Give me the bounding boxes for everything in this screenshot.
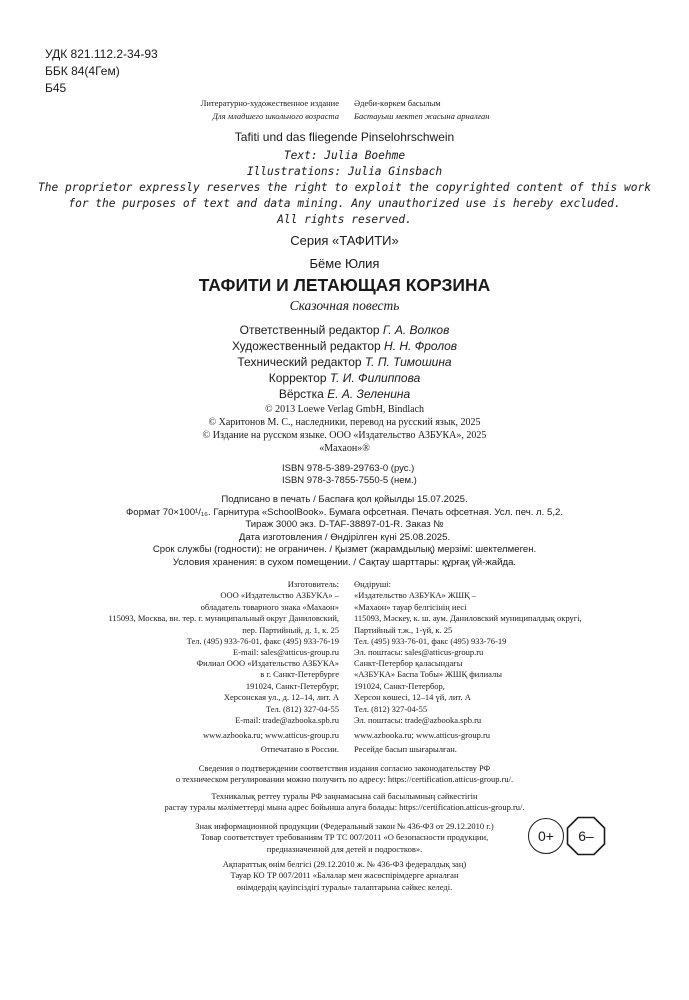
- websites-ru: [0, 730, 339, 741]
- credit-line: Text: Julia Boehme: [283, 149, 406, 162]
- age-rating-octagon-icon: [566, 816, 606, 856]
- staff-row: [0, 386, 689, 402]
- branch-line: E-mail: trade@azbooka.spb.ru: [235, 714, 339, 725]
- website-line: www.azbooka.ru; www.atticus-group.ru: [202, 730, 339, 740]
- series-name: Серия «ТАФИТИ»: [290, 233, 399, 248]
- publisher-line: Тел. (495) 933-76-01, факс (495) 933-76-19: [354, 635, 507, 646]
- publisher-line: Тел. (495) 933-76-01, факс (495) 933-76-19: [186, 635, 339, 646]
- isbn-ru: ISBN 978-5-389-29763-0 (рус.): [282, 463, 415, 474]
- cert-line: растау туралы мәліметтерді мына адрес бойынша алуға болады: https://certification.atticus-group.ru/.: [164, 802, 525, 813]
- author-name: Бёме Юлия: [309, 256, 380, 271]
- bbk-code: ББК 84(4Гем): [45, 64, 120, 78]
- genre-kz: [354, 97, 489, 123]
- print-line: Дата изготовления / Өндірілген күні 25.08.2025.: [238, 531, 451, 543]
- copyright-line: © Харитонов М. С., наследники, перевод на русский язык, 2025: [208, 417, 481, 428]
- branch-line: Херсонская ул., д. 12–14, лит. А: [223, 692, 339, 703]
- staff-name: Г. А. Волков: [382, 323, 450, 337]
- publisher-kz: [354, 579, 582, 659]
- print-line: Срок службы (годности): не ограничен. / Қызмет (жарамдылық) мерзімі: шектелмеген.: [152, 544, 537, 556]
- publisher-line: обладатель товарного знака «Махаон»: [200, 601, 339, 612]
- age-rating-circle-label: 0+: [538, 828, 554, 844]
- staff-name: Т. П. Тимошина: [364, 355, 452, 369]
- publisher-line: «Махаон» тауар белгісінің иесі: [354, 601, 467, 612]
- udk-code: УДК 821.112.2-34-93: [45, 47, 158, 61]
- staff-row: [0, 370, 689, 386]
- staff-name: Н. Н. Фролов: [384, 339, 458, 353]
- branch-line: «АЗБУКА» Баспа Тобы» ЖШҚ филиалы: [354, 669, 502, 680]
- isbn-block: [282, 463, 417, 487]
- branch-line: в г. Санкт-Петербурге: [260, 669, 339, 680]
- branch-line: Тел. (812) 327-04-55: [265, 703, 339, 714]
- copyright-block: [0, 403, 689, 455]
- sign-line: өнімдердің қауіпсіздігі туралы» талаптарына сәйкес келеді.: [236, 881, 453, 892]
- branch-line: Тел. (812) 327-04-55: [354, 703, 428, 714]
- websites-kz: [354, 730, 490, 741]
- staff-role: Вёрстка: [278, 387, 324, 401]
- genre-ru: [0, 97, 339, 123]
- certification-ru: [0, 763, 689, 786]
- staff-row: [0, 322, 689, 338]
- branch-line: Эл. поштасы: trade@azbooka.spb.ru: [354, 714, 482, 725]
- publisher-line: пер. Партийный, д. 1, к. 25: [242, 624, 339, 635]
- staff-role: Технический редактор: [237, 355, 362, 369]
- publisher-line: Өндіруші:: [354, 579, 392, 589]
- cert-line: Сведения о подтверждении соответствия издания согласно законодательству РФ: [198, 763, 491, 773]
- editorial-staff: [0, 322, 689, 402]
- print-line: Формат 70×100¹/₁₆. Гарнитура «SchoolBook». Бумага офсетная. Печать офсетная. Усл. печ. л. 5,2.: [126, 506, 563, 518]
- printed-line: Отпечатано в России.: [260, 744, 339, 754]
- publisher-line: Изготовитель:: [287, 579, 339, 589]
- staff-row: [0, 338, 689, 354]
- credit-line: All rights reserved.: [277, 213, 412, 226]
- author-mark: Б45: [45, 81, 67, 95]
- staff-role: Художественный редактор: [231, 339, 381, 353]
- branch-line: 191024, Санкт-Петербург,: [245, 680, 339, 691]
- staff-role: Корректор: [268, 371, 327, 385]
- publisher-line: Партийный т.ж., 1-үй, к. 25: [354, 624, 453, 635]
- publisher-line: 115093, Мәскеу, к. ш. аум. Даниловский муниципалдық округі,: [354, 613, 582, 624]
- printed-in-kz: [354, 744, 457, 755]
- publisher-line: Эл. поштасы: sales@atticus-group.ru: [354, 647, 484, 658]
- print-info: [0, 494, 689, 570]
- publisher-line: E-mail: sales@atticus-group.ru: [232, 647, 339, 658]
- info-sign-kz: [0, 859, 689, 893]
- branch-line: 191024, Санкт-Петербор,: [354, 680, 445, 691]
- printed-line: Ресейде басып шығарылған.: [354, 744, 457, 754]
- branch-kz: [354, 658, 502, 726]
- credit-line: The proprietor expressly reserves the right to exploit the copyrighted content of this work: [38, 181, 651, 194]
- trademark-line: «Махаон»®: [319, 443, 370, 454]
- print-line: Условия хранения: в сухом помещении. / Сақтау шарттары: құрғақ үй-жайда.: [172, 556, 517, 568]
- branch-line: Филиал ООО «Издательство АЗБУКА»: [196, 658, 339, 668]
- publisher-line: 115093, Москва, вн. тер. г. муниципальный округ Даниловский,: [108, 613, 339, 624]
- website-line: www.azbooka.ru; www.atticus-group.ru: [354, 730, 491, 740]
- branch-line: Херсон көшесі, 12–14 үй, лит. А: [354, 692, 471, 703]
- sign-line: Знак информационной продукции (Федеральный закон № 436-ФЗ от 29.12.2010 г.): [195, 821, 494, 831]
- sign-line: Тауар КО ТР 007/2011 «Балалар мен жасөспірімдерге арналған: [230, 870, 459, 881]
- genre-ru-line1: Литературно-художественное издание: [200, 98, 339, 108]
- print-line: Подписано в печать / Баспаға қол қойылды 15.07.2025.: [221, 494, 468, 505]
- printed-in-ru: [0, 744, 339, 755]
- original-title: Tafiti und das fliegende Pinselohrschwein: [234, 130, 455, 144]
- publisher-ru: [0, 579, 339, 659]
- branch-ru: [0, 658, 339, 726]
- sign-line: Товар соответствует требованиям ТР ТС 007/2011 «О безопасности продукции,: [200, 832, 489, 843]
- staff-name: Е. А. Зеленина: [327, 387, 411, 401]
- staff-name: Т. И. Филиппова: [329, 371, 421, 385]
- publisher-line: «Издательство АЗБУКА» ЖШҚ –: [354, 590, 477, 601]
- book-title: ТАФИТИ И ЛЕТАЮЩАЯ КОРЗИНА: [198, 275, 491, 295]
- credit-line: Illustrations: Julia Ginsbach: [246, 165, 443, 178]
- print-line: Тираж 3000 экз. D-TAF-38897-01-R. Заказ №: [245, 519, 444, 531]
- copyright-line: © 2013 Loewe Verlag GmbH, Bindlach: [264, 404, 425, 415]
- publisher-line: ООО «Издательство АЗБУКА» –: [220, 590, 339, 601]
- book-subtitle: Сказочная повесть: [289, 298, 400, 313]
- sign-line: предназначенной для детей и подростков».: [266, 843, 423, 854]
- genre-ru-line2: Для младшего школьного возраста: [212, 111, 339, 121]
- age-rating-circle-icon: [528, 818, 564, 854]
- library-codes: [45, 46, 158, 97]
- genre-kz-line2: Бастауыш мектеп жасына арналған: [354, 111, 490, 121]
- genre-kz-line1: Әдеби-көркем басылым: [354, 98, 441, 108]
- cert-line: о техническом регулировании можно получить по адресу: https://certification.atticus-group.ru/.: [175, 774, 514, 785]
- copyright-line: © Издание на русском языке. ООО «Издательство АЗБУКА», 2025: [202, 430, 487, 441]
- staff-row: [0, 354, 689, 370]
- cert-line: Техникалық реттеу туралы РФ заңнамасына сай басылымның сәйкестігін: [211, 791, 478, 801]
- certification-kz: [0, 791, 689, 814]
- staff-role: Ответственный редактор: [239, 323, 380, 337]
- sign-line: Ақпараттық өнім белгісі (29.12.2010 ж. № 436-ФЗ федералдық заң): [222, 859, 467, 869]
- isbn-de: ISBN 978-3-7855-7550-5 (нем.): [282, 475, 417, 486]
- branch-line: Санкт-Петербор қаласындағы: [354, 658, 463, 668]
- credit-line: for the purposes of text and data mining. Any unauthorized use is hereby excluded.: [68, 197, 621, 210]
- age-rating-octagon-label: 6–: [578, 828, 594, 844]
- original-credits: [0, 148, 689, 228]
